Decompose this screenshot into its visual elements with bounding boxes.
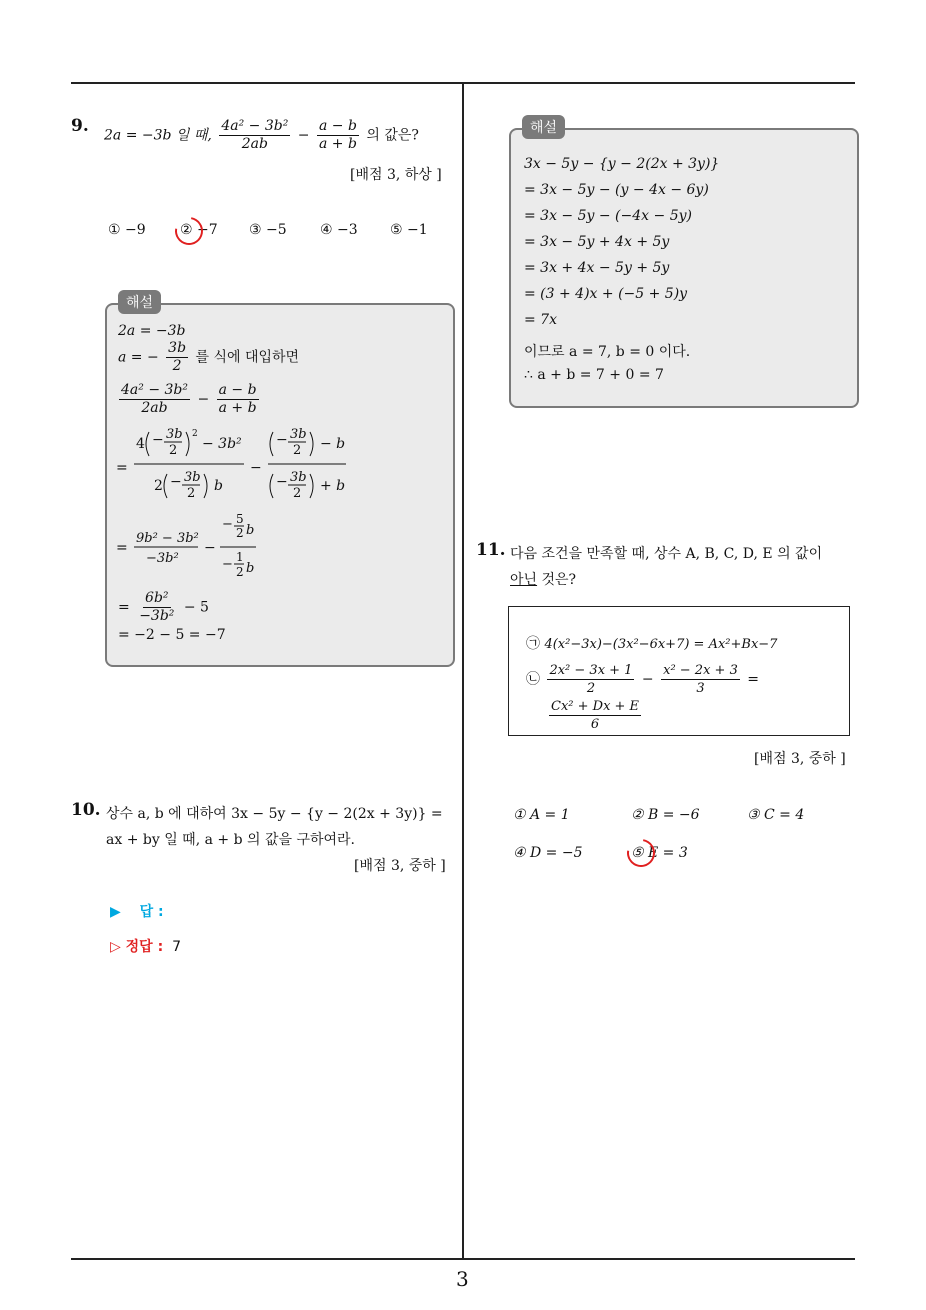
- q9-fraction-2: $\frac{a - b}{a + b}$: [318, 118, 357, 152]
- q10-sol-line-2: = 3x − 5y − (y − 4x − 6y): [524, 182, 709, 198]
- question-10-score: [배점 3, 중하 ]: [354, 858, 446, 874]
- q11-choice-3[interactable]: ③ C = 4: [747, 807, 805, 823]
- svg-text:2: 2: [236, 565, 244, 579]
- q11-choice-4[interactable]: ④ D = −5: [513, 845, 583, 861]
- play-arrow-icon: ▶: [110, 904, 121, 920]
- svg-text:2: 2: [293, 486, 302, 501]
- svg-text:−: −: [250, 460, 262, 476]
- q10-sol-line-9: ∴ a + b = 7 + 0 = 7: [524, 367, 664, 383]
- q11-cond1-mark: ㉠: [526, 636, 540, 652]
- svg-text:3b: 3b: [290, 427, 307, 442]
- q11-answer-mark-circle: [622, 834, 661, 873]
- svg-text:−: −: [204, 540, 216, 556]
- svg-text:−: −: [276, 432, 288, 448]
- svg-text:3b: 3b: [166, 427, 183, 442]
- q9-solution-tag: 해설: [118, 290, 161, 314]
- q11-condition-1: ㉠ 4(x²−3x)−(3x²−6x+7) = Ax²+Bx−7: [526, 636, 778, 652]
- svg-text:5: 5: [236, 512, 244, 526]
- question-10-stem-line-2: ax + by 일 때, a + b 의 값을 구하여라.: [106, 832, 356, 848]
- svg-text:− 3b²: − 3b²: [202, 436, 242, 452]
- bottom-rule: [71, 1258, 855, 1260]
- question-9-score: [배점 3, 하상 ]: [350, 167, 442, 183]
- svg-text:+ b: + b: [320, 478, 346, 494]
- svg-text:−3b²: −3b²: [146, 551, 179, 566]
- q11-choice-1[interactable]: ① A = 1: [513, 807, 570, 823]
- question-11-stem-line-1: 다음 조건을 만족할 때, 상수 A, B, C, D, E 의 값이: [510, 546, 823, 562]
- q10-sol-line-6: = (3 + 4)x + (−5 + 5)y: [524, 286, 688, 302]
- svg-text:4: 4: [136, 436, 145, 452]
- svg-text:2: 2: [192, 429, 198, 439]
- svg-text:3b: 3b: [184, 470, 201, 485]
- q11-choice-5[interactable]: ⑤ E = 3: [631, 845, 688, 861]
- svg-text:1: 1: [236, 550, 244, 564]
- q9-sol-eq-sign: =: [116, 460, 128, 476]
- q10-correct-row: [110, 936, 181, 956]
- q11-condition-2-rhs: $\frac{\text{Cx² + Dx + E}}{6}$: [551, 699, 640, 732]
- q10-sol-line-7: = 7x: [524, 312, 557, 328]
- column-divider: [462, 84, 464, 1258]
- q9-sol-line-4: [116, 424, 356, 516]
- svg-text:=: =: [116, 540, 128, 556]
- question-10-stem-line-1: 상수 a, b 에 대하여 3x − 5y − {y − 2(2x + 3y)} =: [106, 806, 443, 822]
- outline-arrow-icon: ▷: [110, 939, 121, 955]
- q9-sol-line-7: = −2 − 5 = −7: [118, 627, 226, 643]
- q9-choice-5[interactable]: ⑤ −1: [390, 222, 428, 238]
- q10-sol-line-3: = 3x − 5y − (−4x − 5y): [524, 208, 692, 224]
- svg-text:−: −: [276, 474, 288, 490]
- q10-correct-label: 정답 :: [125, 939, 164, 955]
- svg-text:2: 2: [236, 526, 244, 540]
- question-11-stem-line-2: 아닌 것은?: [510, 572, 577, 588]
- svg-text:b: b: [246, 523, 255, 538]
- q9-sol-line-3: $\frac{\text{4a² − 3b²}}{2ab}$ − $\frac{a - b}{a + b}$: [121, 382, 257, 416]
- q10-answer-row: [110, 901, 164, 921]
- svg-text:b: b: [214, 478, 223, 494]
- q9-minus: −: [297, 127, 310, 144]
- q11-condition-2: ㉡ $\frac{\text{2x² − 3x + 1}}{2}$ − $\frac{\text{x² − 2x + 3}}{3}$ =: [526, 663, 760, 696]
- q11-cond2-mark: ㉡: [526, 671, 540, 688]
- q11-choice-2[interactable]: ② B = −6: [631, 807, 700, 823]
- q10-sol-line-4: = 3x − 5y + 4x + 5y: [524, 234, 670, 250]
- q9-stem-post: 의 값은?: [366, 127, 419, 144]
- q9-choice-3[interactable]: ③ −5: [249, 222, 287, 238]
- q9-sol-line-1: 2a = −3b: [118, 323, 186, 339]
- question-9-number: 9.: [71, 116, 89, 136]
- q10-answer-label: 답 :: [139, 904, 164, 920]
- svg-text:3b: 3b: [290, 470, 307, 485]
- question-9-stem: [104, 118, 419, 153]
- question-11-number: 11.: [476, 540, 506, 560]
- q9-sol-line-5: [116, 512, 266, 588]
- svg-text:2: 2: [187, 486, 196, 501]
- q9-answer-mark-circle: [170, 212, 209, 251]
- svg-text:− b: − b: [320, 436, 346, 452]
- svg-text:−: −: [152, 432, 164, 448]
- q9-sol-line-2: a = − $\frac{3b}{2}$ 를 식에 대입하면: [118, 340, 300, 374]
- svg-text:9b² − 3b²: 9b² − 3b²: [136, 531, 199, 546]
- question-11-score: [배점 3, 중하 ]: [754, 751, 846, 767]
- q10-sol-line-5: = 3x + 4x − 5y + 5y: [524, 260, 670, 276]
- q10-sol-line-1: 3x − 5y − {y − 2(2x + 3y)}: [524, 156, 720, 172]
- q9-sol-line-6: = $\frac{\text{6b²}}{\text{−3b²}}$ − 5: [118, 590, 209, 624]
- question-10-number: 10.: [71, 800, 101, 820]
- svg-text:2: 2: [293, 443, 302, 458]
- svg-text:−: −: [170, 474, 182, 490]
- svg-text:2: 2: [169, 443, 178, 458]
- page-number: 3: [456, 1267, 469, 1291]
- q9-compound-fraction: [116, 424, 356, 512]
- q9-choice-1[interactable]: ① −9: [108, 222, 146, 238]
- q10-solution-tag: 해설: [522, 115, 565, 139]
- q9-choice-4[interactable]: ④ −3: [320, 222, 358, 238]
- q9-stem-pre: 2a = −3b 일 때,: [104, 127, 212, 144]
- svg-text:b: b: [246, 561, 255, 576]
- q9-choice-2[interactable]: ② −7: [180, 222, 218, 238]
- q9-fraction-1: $\frac{\text{4a² − 3b²}}{2ab}$: [221, 118, 289, 152]
- svg-text:−: −: [222, 557, 233, 572]
- q11-underlined-word: 아닌: [510, 572, 538, 588]
- svg-text:−: −: [222, 517, 233, 532]
- q10-correct-value: 7: [172, 939, 181, 955]
- q10-sol-line-8: 이므로 a = 7, b = 0 이다.: [524, 344, 691, 360]
- q9-fraction-step: [116, 512, 266, 584]
- svg-text:2: 2: [154, 478, 163, 494]
